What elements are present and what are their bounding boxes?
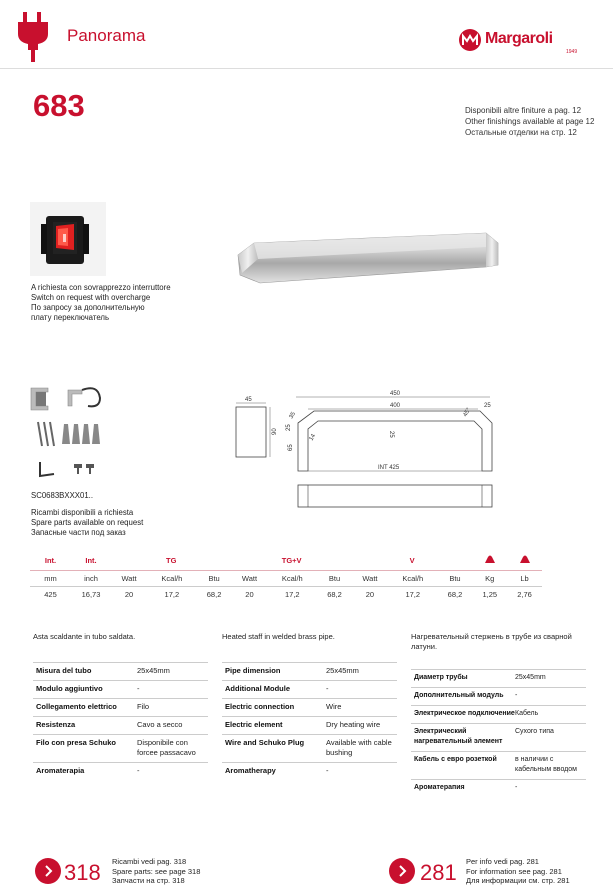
spec-label: Modulo aggiuntivo — [36, 684, 103, 693]
spec-value: Кабель — [515, 710, 539, 717]
spec-value: - — [326, 684, 329, 693]
spare-parts-line: Запасные части под заказ — [31, 528, 126, 537]
switch-note — [31, 283, 171, 323]
value-cell: 17,2 — [285, 589, 300, 599]
unit-cell: Lb — [507, 570, 542, 586]
spec-table — [30, 551, 542, 602]
value-cell: 68,2 — [447, 589, 463, 599]
switch-note-line: A richiesta con sovrapprezzo interruttore — [31, 283, 171, 292]
spec-label: Дополнительный модуль — [414, 692, 504, 699]
spec-row — [411, 723, 586, 751]
dim-45-angle-label: 45° — [462, 407, 473, 418]
unit-cell: Btu — [317, 570, 352, 586]
spec-row — [222, 734, 397, 762]
brand-logo-icon — [458, 28, 482, 52]
header-tg: TG — [111, 551, 231, 570]
spec-row — [411, 687, 586, 705]
spec-label: Misura del tubo — [36, 666, 92, 675]
unit-cell: Btu — [197, 570, 232, 586]
unit-cell: mm — [30, 570, 71, 586]
switch-note-line: Switch on request with overcharge — [31, 293, 151, 302]
footer-line: Per info vedi pag. 281 — [466, 857, 539, 866]
spec-row — [33, 662, 208, 680]
spec-row — [33, 680, 208, 698]
spec-value: - — [137, 766, 140, 775]
dim-14-label: 14 — [308, 433, 318, 442]
dim-25-top-label: 25 — [484, 403, 491, 409]
dim-35-label: 35 — [288, 411, 298, 420]
spec-value: 25x45mm — [137, 666, 170, 675]
unit-cell: Watt — [231, 570, 267, 586]
availability-line: Остальные отделки на стр. 12 — [465, 128, 577, 137]
spare-parts-page-number[interactable]: 318 — [64, 860, 101, 885]
spec-label: Resistenza — [36, 720, 76, 729]
spec-label: Кабель с евро розеткой — [414, 756, 497, 763]
spec-label: Filo con presa Schuko — [36, 738, 117, 747]
spec-row — [411, 779, 586, 797]
dim-90-label: 90 — [272, 428, 278, 435]
collection-title: Panorama — [67, 26, 146, 45]
unit-cell: Watt — [352, 570, 388, 586]
specs-italian — [33, 662, 208, 780]
spare-parts-note — [31, 491, 143, 538]
value-cell: 20 — [245, 589, 254, 599]
value-cell: 20 — [124, 589, 134, 599]
spec-label: Электрическое подключение — [414, 710, 515, 717]
spec-row — [411, 669, 586, 687]
spec-label: Диаметр трубы — [414, 674, 468, 681]
dim-25-mid-label: 25 — [388, 431, 394, 438]
brand-year: 1949 — [566, 49, 578, 55]
spec-row — [411, 751, 586, 779]
spec-row — [222, 680, 397, 698]
product-image — [236, 225, 504, 291]
unit-cell: inch — [71, 570, 111, 586]
spare-parts-page-note — [112, 857, 200, 886]
header-int-inch: Int. — [71, 551, 111, 570]
next-page-button[interactable] — [389, 858, 415, 884]
spec-value: Filo — [137, 702, 150, 711]
unit-cell: Kcal/h — [388, 570, 438, 586]
description-ru: Нагревательный стержень в трубе из сварной латуни. — [411, 632, 572, 651]
value-cell: 20 — [365, 589, 375, 599]
plug-icon — [14, 12, 52, 67]
footer-line: Запчасти на стр. 318 — [112, 876, 185, 885]
spec-label: Electric connection — [225, 702, 295, 711]
value-cell: 68,2 — [206, 589, 222, 599]
spec-value: Cavo a secco — [137, 720, 183, 729]
value-cell: 17,2 — [164, 589, 180, 599]
spare-parts-line: Spare parts available on request — [31, 518, 144, 527]
spec-row — [33, 762, 208, 780]
footer-line: For information see pag. 281 — [466, 866, 562, 876]
spec-table-units — [30, 570, 542, 586]
brand-logo — [458, 28, 584, 58]
spare-parts-line: Ricambi disponibili a richiesta — [31, 508, 134, 517]
header-v: V — [352, 551, 472, 570]
spec-value: 25x45mm — [515, 674, 546, 681]
spec-value: - — [515, 784, 518, 791]
footer-line: Ricambi vedi pag. 318 — [112, 857, 187, 866]
model-number: 683 — [33, 88, 85, 123]
chevron-right-icon — [35, 858, 61, 884]
footer-line: Spare parts: see page 318 — [112, 866, 201, 876]
header-divider — [0, 68, 613, 69]
dim-400-label: 400 — [390, 403, 401, 409]
dim-int-label: INT 425 — [378, 465, 400, 471]
value-cell: 2,76 — [517, 589, 532, 599]
spec-label: Aromaterapia — [36, 766, 85, 775]
spec-value: - — [515, 692, 518, 699]
specs-russian — [411, 669, 586, 797]
spare-parts-code: SC0683BXXX01.. — [31, 491, 93, 500]
spec-label: Collegamento elettrico — [36, 702, 117, 711]
unit-cell: Watt — [111, 570, 147, 586]
spec-table-values — [30, 586, 542, 602]
spec-value: Disponibile con forcee passacavo — [137, 738, 196, 757]
dim-450-label: 450 — [390, 391, 401, 397]
spec-row — [33, 734, 208, 762]
chevron-right-icon — [389, 858, 415, 884]
spec-row — [411, 705, 586, 723]
spec-value: Wire — [326, 702, 342, 711]
technical-drawing — [228, 385, 508, 510]
spec-row — [222, 662, 397, 680]
info-page-number[interactable]: 281 — [420, 860, 457, 885]
spec-value: 25x45mm — [326, 666, 359, 675]
description-en: Heated staff in welded brass pipe. — [222, 632, 335, 641]
spec-row — [222, 698, 397, 716]
spec-value: Available with cable bushing — [326, 738, 392, 757]
value-cell: 16,73 — [81, 589, 101, 599]
spec-row — [222, 762, 397, 780]
spec-label: Additional Module — [225, 684, 290, 693]
spec-label: Электрический нагревательный элемент — [414, 728, 503, 745]
spec-label: Pipe dimension — [225, 666, 281, 675]
weight-icon — [484, 554, 496, 564]
prev-page-button[interactable] — [35, 858, 61, 884]
header-tg-v: TG+V — [231, 551, 351, 570]
switch-photo — [30, 202, 106, 276]
availability-line: Disponibili altre finiture a pag. 12 — [465, 106, 582, 115]
value-cell: 17,2 — [405, 589, 421, 599]
spec-label: Electric element — [225, 720, 283, 729]
switch-note-line: плату переключатель — [31, 313, 110, 322]
switch-note-line: По запросу за дополнительную — [31, 303, 145, 312]
availability-note — [465, 105, 594, 138]
spec-value: - — [326, 766, 329, 775]
spec-table-header — [30, 551, 542, 570]
footer-line: Для информации см. стр. 281 — [466, 876, 570, 885]
header-weight-lb — [507, 551, 542, 570]
dim-65-label: 65 — [288, 444, 294, 451]
value-cell: 425 — [44, 589, 57, 599]
value-cell: 1,25 — [482, 589, 498, 599]
unit-cell: Kcal/h — [267, 570, 317, 586]
spec-row — [33, 698, 208, 716]
availability-line: Other finishings available at page 12 — [465, 117, 595, 126]
dim-25-left-label: 25 — [286, 424, 292, 431]
spec-value: в наличии с кабельным вводом — [515, 756, 577, 773]
info-page-note — [466, 857, 570, 886]
brand-name: Margaroli — [485, 30, 553, 47]
spec-label: Ароматерапия — [414, 784, 465, 791]
spec-value: Сухого типа — [515, 728, 554, 735]
unit-cell: Kg — [472, 570, 507, 586]
dim-45-label: 45 — [245, 397, 252, 403]
unit-cell: Btu — [438, 570, 473, 586]
spec-row — [222, 716, 397, 734]
unit-cell: Kcal/h — [147, 570, 197, 586]
spec-label: Wire and Schuko Plug — [225, 738, 305, 747]
description-it: Asta scaldante in tubo saldata. — [33, 632, 136, 641]
specs-english — [222, 662, 397, 780]
value-cell: 68,2 — [327, 589, 342, 599]
header-int-mm: Int. — [30, 551, 71, 570]
spec-value: Dry heating wire — [326, 720, 381, 729]
spec-label: Aromatherapy — [225, 766, 276, 775]
weight-icon — [519, 554, 531, 564]
spare-parts-image — [28, 384, 112, 484]
header-weight-kg — [472, 551, 507, 570]
spec-row — [33, 716, 208, 734]
spec-value: - — [137, 684, 140, 693]
